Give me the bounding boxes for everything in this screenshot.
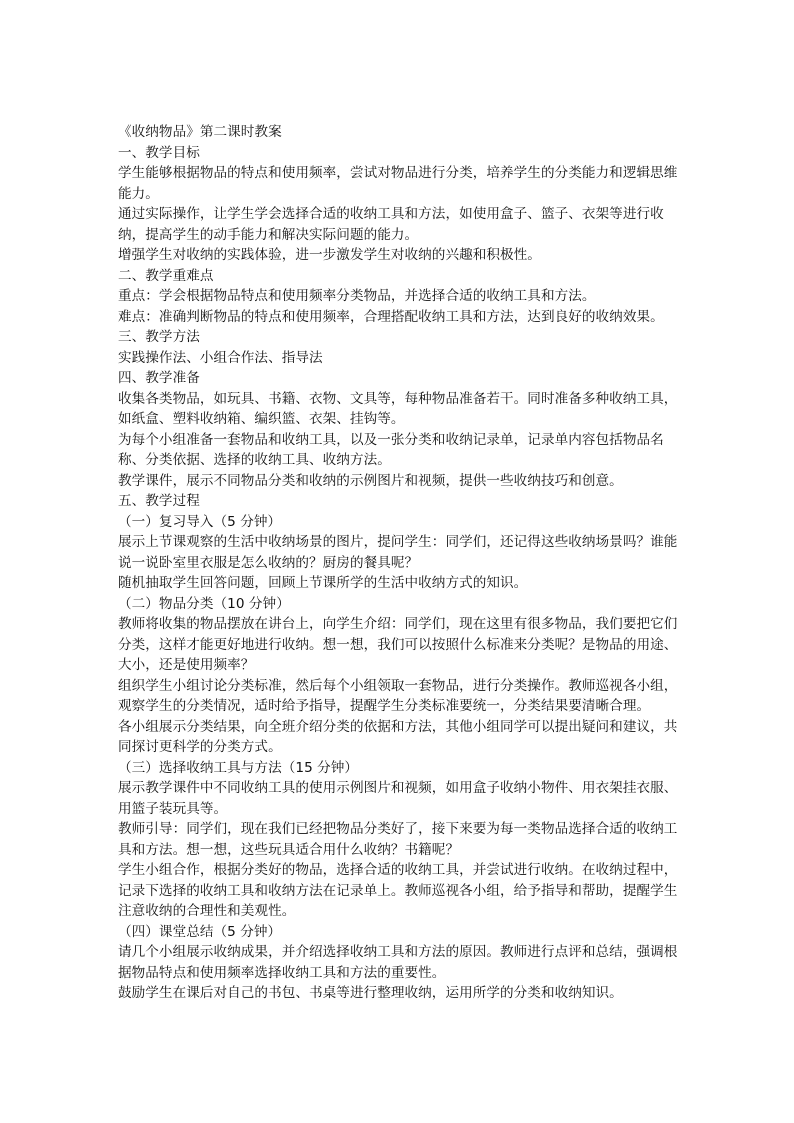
section-heading-key-points: 二、教学重难点 (118, 267, 214, 284)
paragraph: 增强学生对收纳的实践体验，进一步激发学生对收纳的兴趣和积极性。 (118, 247, 541, 263)
paragraph: 鼓励学生在课后对自己的书包、书桌等进行整理收纳，运用所学的分类和收纳知识。 (118, 985, 623, 1001)
paragraph: 教师引导：同学们，现在我们已经把物品分类好了，接下来要为每一类物品选择合适的收纳工具和方法。想一想，这些玩具适合用什么收纳？书籍呢？ (118, 821, 678, 858)
section-heading-methods: 三、教学方法 (118, 329, 200, 345)
section-heading-objectives: 一、教学目标 (118, 144, 200, 161)
paragraph: 通过实际操作，让学生学会选择合适的收纳工具和方法，如使用盒子、篮子、衣架等进行收纳，提高学生的动手能力和解决实际问题的能力。 (118, 206, 664, 243)
subsection-heading-classification: （二）物品分类（10 分钟） (118, 595, 290, 612)
paragraph: 实践操作法、小组合作法、指导法 (118, 349, 323, 366)
paragraph: 教学课件，展示不同物品分类和收纳的示例图片和视频，提供一些收纳技巧和创意。 (118, 472, 623, 489)
paragraph: 展示教学课件中不同收纳工具的使用示例图片和视频，如用盒子收纳小物件、用衣架挂衣服、用篮子装玩具等。 (118, 780, 678, 817)
paragraph: 展示上节课观察的生活中收纳场景的图片，提问学生：同学们，还记得这些收纳场景吗？谁能说一说卧室里衣服是怎么收纳的？厨房的餐具呢？ (118, 534, 678, 571)
paragraph: 随机抽取学生回答问题，回顾上节课所学的生活中收纳方式的知识。 (118, 575, 528, 591)
subsection-heading-summary: （四）课堂总结（5 分钟） (118, 923, 282, 940)
lesson-plan-document (118, 122, 688, 1004)
paragraph: 各小组展示分类结果，向全班介绍分类的依据和方法，其他小组同学可以提出疑问和建议，共同探讨更科学的分类方式。 (118, 718, 678, 755)
paragraph: 为每个小组准备一套物品和收纳工具，以及一张分类和收纳记录单，记录单内容包括物品名称、分类依据、选择的收纳工具、收纳方法。 (118, 431, 664, 468)
paragraph: 教师将收集的物品摆放在讲台上，向学生介绍：同学们，现在这里有很多物品，我们要把它们分类，这样才能更好地进行收纳。想一想，我们可以按照什么标准来分类呢？是物品的用途、大小，还是使用频率？ (118, 616, 678, 673)
section-heading-process: 五、教学过程 (118, 493, 200, 509)
paragraph: 组织学生小组讨论分类标准，然后每个小组领取一套物品，进行分类操作。教师巡视各小组，观察学生的分类情况，适时给予指导，提醒学生分类标准要统一，分类结果要清晰合理。 (118, 677, 678, 714)
paragraph: 请几个小组展示收纳成果，并介绍选择收纳工具和方法的原因。教师进行点评和总结，强调根据物品特点和使用频率选择收纳工具和方法的重要性。 (118, 944, 678, 981)
paragraph: 学生小组合作，根据分类好的物品，选择合适的收纳工具，并尝试进行收纳。在收纳过程中，记录下选择的收纳工具和收纳方法在记录单上。教师巡视各小组，给予指导和帮助，提醒学生注意收纳的合理性和美观性。 (118, 862, 678, 919)
subsection-heading-tools: （三）选择收纳工具与方法（15 分钟） (118, 759, 359, 776)
paragraph: 收集各类物品，如玩具、书籍、衣物、文具等，每种物品准备若干。同时准备多种收纳工具，如纸盒、塑料收纳箱、编织篮、衣架、挂钩等。 (118, 390, 678, 427)
section-heading-preparation: 四、教学准备 (118, 370, 200, 386)
subsection-heading-review: （一）复习导入（5 分钟） (118, 513, 282, 530)
document-title: 《收纳物品》第二课时教案 (118, 124, 282, 140)
paragraph: 学生能够根据物品的特点和使用频率，尝试对物品进行分类，培养学生的分类能力和逻辑思维能力。 (118, 165, 678, 202)
paragraph: 难点：准确判断物品的特点和使用频率，合理搭配收纳工具和方法，达到良好的收纳效果。 (118, 308, 664, 325)
paragraph: 重点：学会根据物品特点和使用频率分类物品，并选择合适的收纳工具和方法。 (118, 288, 596, 304)
